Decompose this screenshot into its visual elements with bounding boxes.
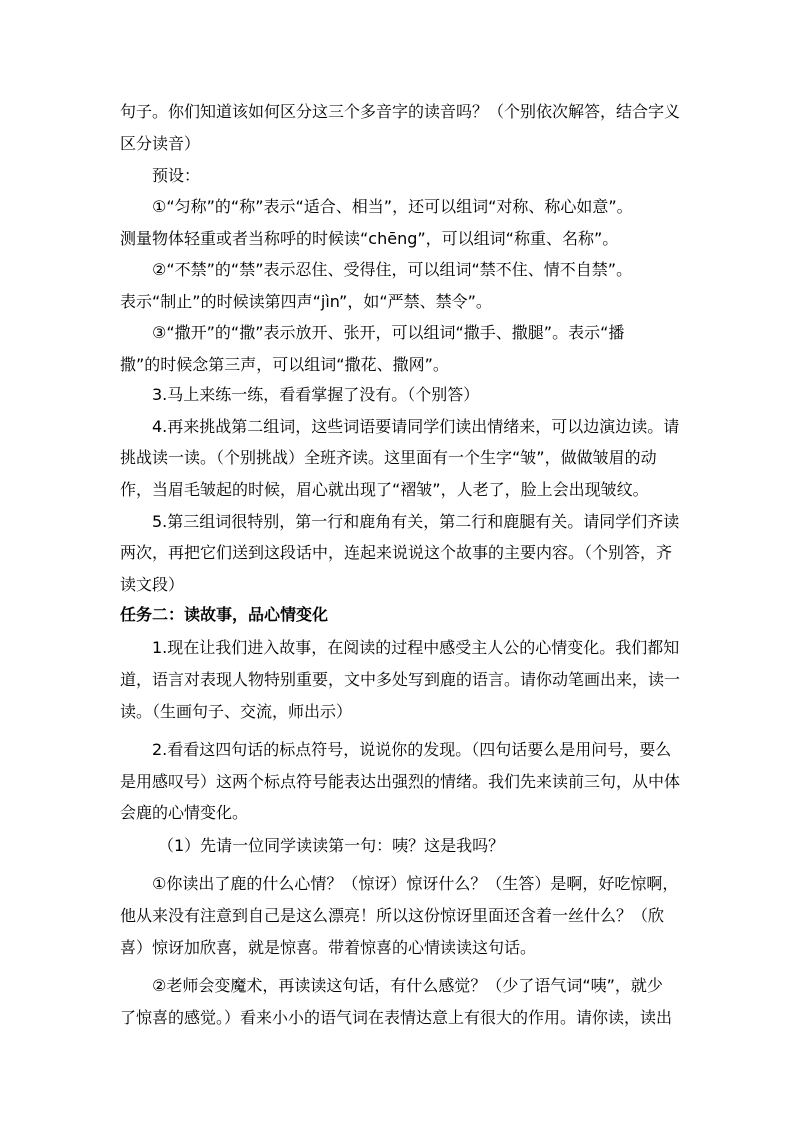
text-line: 了惊喜的感觉。）看来小小的语气词在表情达意上有很大的作用。请你读，读出	[120, 1008, 673, 1027]
text-line: 道，语言对表现人物特别重要，文中多处写到鹿的语言。请你动笔画出来，读一	[120, 670, 681, 689]
text-line: （1）先请一位同学读读第一句：咦？这是我吗？	[158, 836, 505, 855]
text-line: 表示“制止”的时候读第四声“jìn”，如“严禁、禁令”。	[120, 292, 492, 311]
text-line: 喜）惊讶加欣喜，就是惊喜。带着惊喜的心情读读这句话。	[120, 938, 537, 957]
text-line: 4.再来挑战第二组词，这些词语要请同学们读出情绪来，可以边演边读。请	[152, 417, 680, 436]
text-line: 1.现在让我们进入故事，在阅读的过程中感受主人公的心情变化。我们都知	[152, 638, 680, 657]
text-line: 两次，再把它们送到这段话中，连起来说说这个故事的主要内容。（个别答，齐	[120, 543, 673, 562]
text-line: 撒”的时候念第三声，可以组词“撒花、撒网”。	[120, 355, 449, 374]
text-line: 作，当眉毛皱起的时候，眉心就出现了“褶皱”，人老了，脸上会出现皱纹。	[120, 480, 649, 499]
text-line: ②老师会变魔术，再读读这句话，有什么感觉？（少了语气词“咦”，就少	[152, 976, 663, 995]
text-line: ①你读出了鹿的什么心情？（惊讶）惊讶什么？（生答）是啊，好吃惊啊，	[152, 874, 679, 893]
text-line: 3.马上来练一练，看看掌握了没有。（个别答）	[152, 385, 480, 404]
text-line: 预设：	[152, 166, 201, 185]
text-line: 挑战读一读。（个别挑战）全班齐读。这里面有一个生字“皱”，做做皱眉的动	[120, 448, 657, 467]
text-line: 2.看看这四句话的标点符号，说说你的发现。（四句话要么是用问号，要么	[152, 740, 672, 759]
text-line: 他从来没有注意到自己是这么漂亮！所以这份惊讶里面还含着一丝什么？（欣	[120, 906, 665, 925]
text-line: 读。（生画句子、交流，师出示）	[120, 702, 353, 721]
section-heading: 任务二：读故事，品心情变化	[120, 605, 329, 624]
text-line: 读文段）	[120, 575, 185, 594]
text-line: ②“不禁”的“禁”表示忍住、受得住，可以组词“禁不住、情不自禁”。	[152, 260, 633, 279]
text-line: 是用感叹号）这两个标点符号能表达出强烈的情绪。我们先来读前三句，从中体	[120, 772, 681, 791]
text-line: 5.第三组词很特别，第一行和鹿角有关，第二行和鹿腿有关。请同学们齐读	[152, 512, 680, 531]
text-line: 句子。你们知道该如何区分这三个多音字的读音吗？（个别依次解答，结合字义	[120, 102, 681, 121]
text-line: 区分读音）	[120, 134, 201, 153]
text-line: ①“匀称”的“称”表示“适合、相当”，还可以组词“对称、称心如意”。	[152, 197, 633, 216]
text-line: 测量物体轻重或者当称呼的时候读“chēng”，可以组词“称重、名称”。	[120, 229, 619, 248]
text-line: ③“撒开”的“撒”表示放开、张开，可以组词“撒手、撒腿”。表示“播	[152, 323, 625, 342]
text-line: 会鹿的心情变化。	[120, 803, 249, 822]
